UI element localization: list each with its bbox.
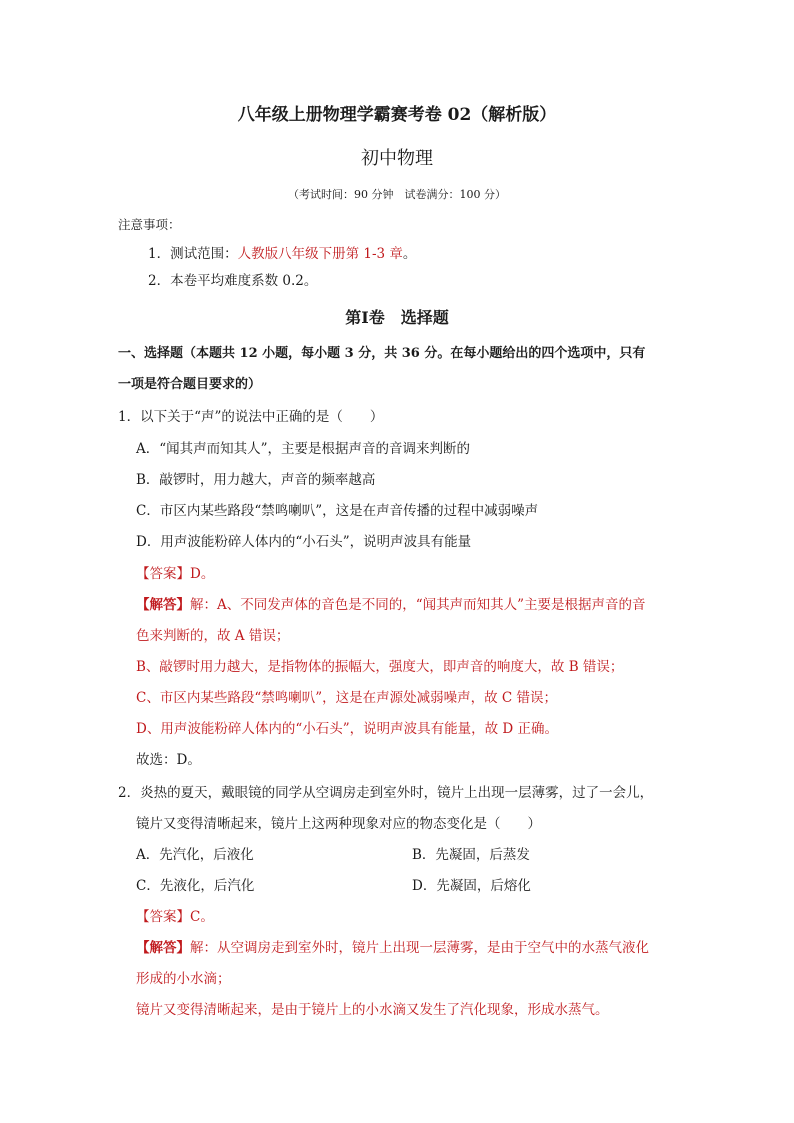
q1-analysis-line-4: C、市区内某些路段“禁鸣喇叭”，这是在声源处减弱噪声，故 C 错误； xyxy=(136,690,558,706)
section-title: 第Ⅰ卷 选择题 xyxy=(345,308,449,327)
q2-analysis-line-3: 镜片又变得清晰起来，是由于镜片上的小水滴又发生了汽化现象，形成水蒸气。 xyxy=(136,1002,609,1018)
q1-option-b: B．敲锣时，用力越大，声音的频率越高 xyxy=(136,472,376,488)
q1-analysis-line-5: D、用声波能粉碎人体内的“小石头”，说明声波具有能量，故 D 正确。 xyxy=(136,721,559,737)
notes-item-1-prefix: 1．测试范围： xyxy=(148,246,238,262)
q2-stem-line-2: 镜片又变得清晰起来，镜片上这两种现象对应的物态变化是（ ） xyxy=(136,816,541,832)
exam-info: （考试时间：90 分钟 试卷满分：100 分） xyxy=(288,188,506,201)
q1-analysis-text-1: 解：A、不同发声体的音色是不同的，“闻其声而知其人”主要是根据声音的音 xyxy=(190,597,646,613)
q2-analysis-line-1 xyxy=(136,938,649,958)
exam-title: 八年级上册物理学霸赛考卷 02（解析版） xyxy=(237,105,557,125)
q1-stem: 1．以下关于“声”的说法中正确的是（ ） xyxy=(118,409,384,425)
notes-item-1-suffix: 。 xyxy=(402,246,417,262)
section-instruction-line-1: 一、选择题（本题共 12 小题，每小题 3 分，共 36 分。在每小题给出的四个选项中，只有 xyxy=(118,346,646,361)
q1-analysis-line-1 xyxy=(136,595,646,615)
q1-option-a: A．“闻其声而知其人”，主要是根据声音的音调来判断的 xyxy=(136,441,471,457)
notes-label: 注意事项： xyxy=(118,217,181,232)
q1-analysis-label: 【解答】 xyxy=(136,597,190,613)
q2-analysis-line-2: 形成的小水滴； xyxy=(136,971,231,987)
exam-subtitle: 初中物理 xyxy=(361,148,433,169)
notes-item-2: 2．本卷平均难度系数 0.2。 xyxy=(148,273,318,289)
q1-analysis-line-3: B、敲锣时用力越大，是指物体的振幅大，强度大，即声音的响度大，故 B 错误； xyxy=(136,659,624,675)
q2-analysis-text-1: 解：从空调房走到室外时，镜片上出现一层薄雾，是由于空气中的水蒸气液化 xyxy=(190,940,649,956)
q2-option-c: C．先液化，后汽化 xyxy=(136,878,255,894)
q2-analysis-label: 【解答】 xyxy=(136,940,190,956)
notes-item-1-range: 人教版八年级下册第 1-3 章 xyxy=(237,246,403,262)
q2-option-d: D．先凝固，后熔化 xyxy=(412,878,531,894)
q1-answer: 【答案】D。 xyxy=(136,566,215,582)
q1-conclusion: 故选：D。 xyxy=(136,752,201,768)
q1-option-c: C．市区内某些路段“禁鸣喇叭”，这是在声音传播的过程中减弱噪声 xyxy=(136,503,539,519)
notes-item-1 xyxy=(148,244,416,264)
q1-option-d: D．用声波能粉碎人体内的“小石头”，说明声波具有能量 xyxy=(136,534,472,550)
q2-answer: 【答案】C。 xyxy=(136,909,214,925)
section-instruction-line-2: 一项是符合题目要求的） xyxy=(118,377,262,392)
q2-option-b: B．先凝固，后蒸发 xyxy=(412,847,530,863)
q2-stem-line-1: 2．炎热的夏天，戴眼镜的同学从空调房走到室外时，镜片上出现一层薄雾，过了一会儿， xyxy=(118,785,654,801)
q2-option-a: A．先汽化，后液化 xyxy=(136,847,254,863)
q1-analysis-line-2: 色来判断的，故 A 错误； xyxy=(136,628,290,644)
